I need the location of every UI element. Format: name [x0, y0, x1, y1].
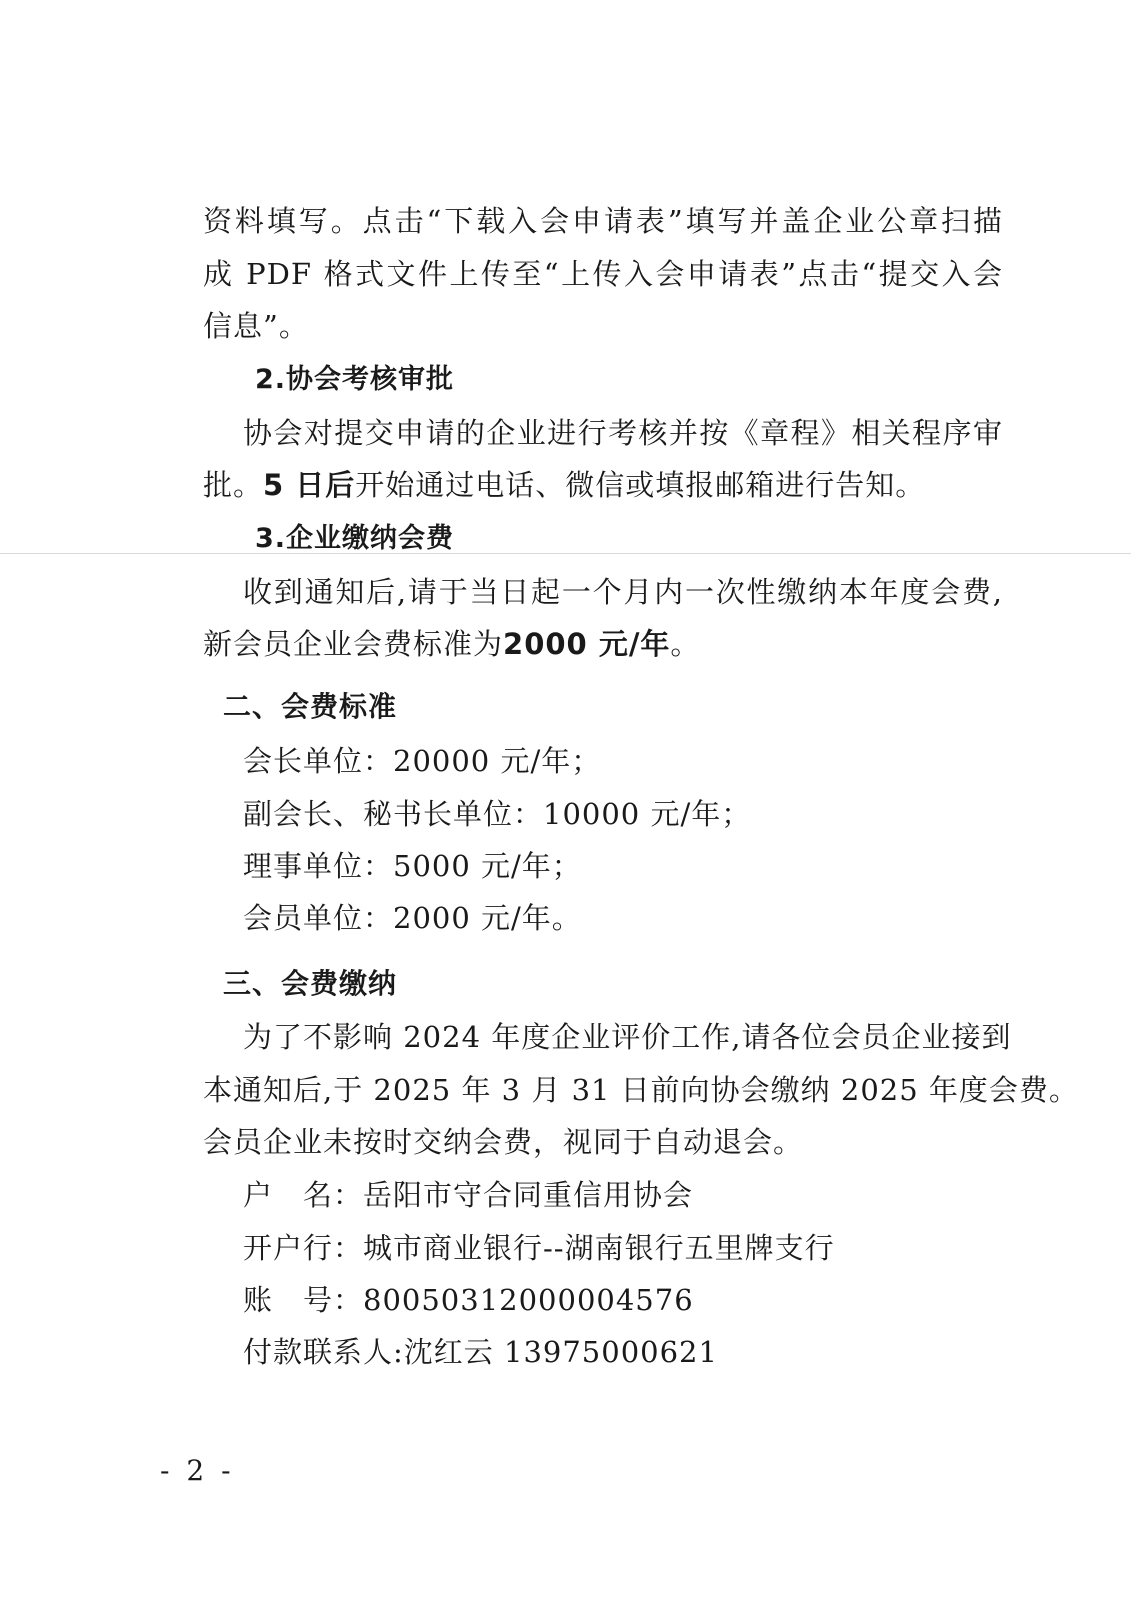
paragraph-line: 会员企业未按时交纳会费，视同于自动退会。 [203, 1125, 804, 1159]
section-heading: 二、会费标准 [223, 690, 398, 723]
paragraph-line: 成 PDF 格式文件上传至“上传入会申请表”点击“提交入会 [203, 257, 1003, 291]
page-number: - 2 - [160, 1454, 235, 1487]
account-number: 账 号：80050312000004576 [243, 1283, 694, 1317]
emphasis-text: 5 日后 [263, 468, 356, 502]
fee-item: 会长单位：20000 元/年； [243, 744, 602, 778]
step-heading: 2.协会考核审批 [255, 364, 455, 395]
account-name: 户 名：岳阳市守合同重信用协会 [243, 1178, 694, 1212]
scan-artifact-line [0, 553, 1131, 554]
account-bank: 开户行：城市商业银行--湖南银行五里牌支行 [243, 1231, 835, 1265]
fee-item: 会员单位：2000 元/年。 [243, 901, 582, 935]
paragraph-line: 本通知后,于 2025 年 3 月 31 日前向协会缴纳 2025 年度会费。 [203, 1073, 1079, 1107]
payment-contact: 付款联系人:沈红云 13975000621 [243, 1335, 718, 1369]
paragraph-line: 为了不影响 2024 年度企业评价工作,请各位会员企业接到 [243, 1020, 1012, 1054]
paragraph-line [203, 467, 925, 503]
text-segment: 。 [670, 627, 701, 661]
paragraph-line: 信息”。 [203, 309, 309, 343]
text-segment: 开始通过电话、微信或填报邮箱进行告知。 [355, 468, 926, 502]
paragraph-line: 收到通知后,请于当日起一个月内一次性缴纳本年度会费, [243, 575, 1003, 609]
text-segment: 批。 [203, 468, 264, 502]
paragraph-line: 协会对提交申请的企业进行考核并按《章程》相关程序审 [243, 416, 1003, 450]
paragraph-line: 资料填写。点击“下载入会申请表”填写并盖企业公章扫描 [203, 204, 1003, 238]
emphasis-text: 2000 元/年 [503, 627, 671, 661]
paragraph-line [203, 626, 700, 662]
step-heading: 3.企业缴纳会费 [255, 523, 455, 554]
fee-item: 副会长、秘书长单位：10000 元/年； [243, 797, 752, 831]
fee-item: 理事单位：5000 元/年； [243, 849, 582, 883]
text-segment: 新会员企业会费标准为 [203, 627, 504, 661]
section-heading: 三、会费缴纳 [223, 967, 398, 1000]
